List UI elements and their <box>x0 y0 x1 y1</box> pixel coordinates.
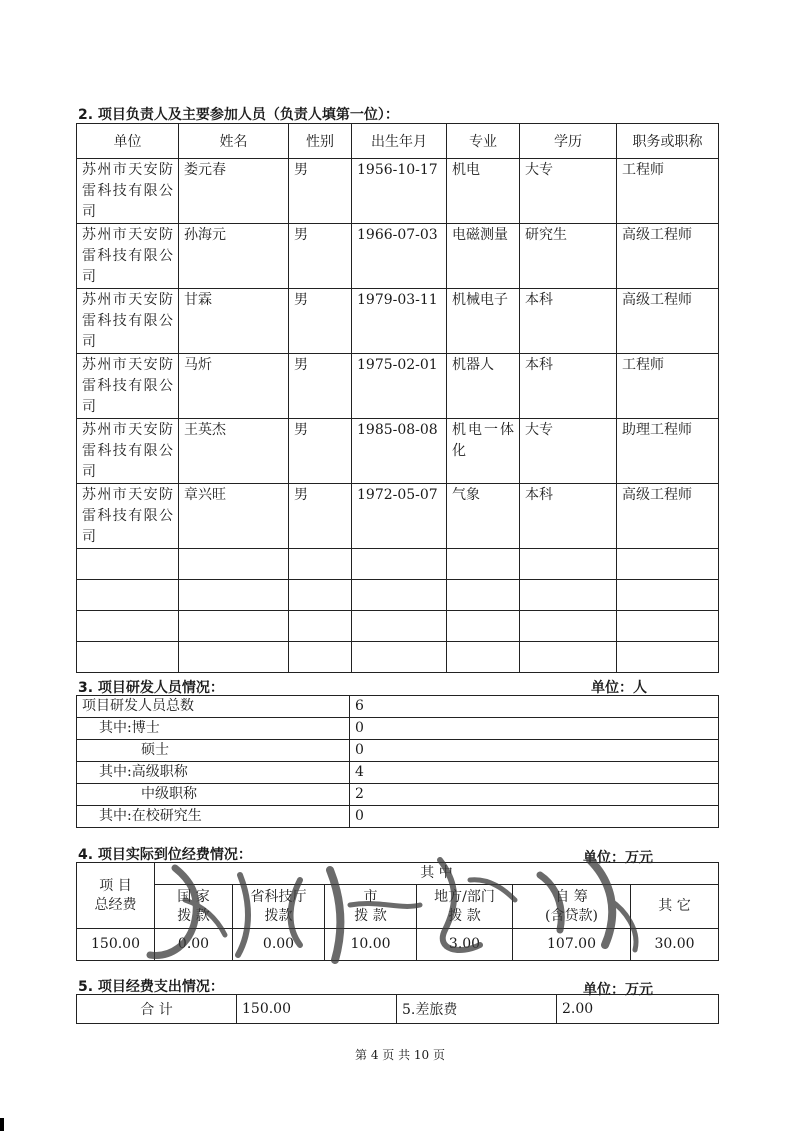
personnel-col-header: 单位 <box>77 124 179 159</box>
funding-value: 150.00 <box>77 929 155 961</box>
personnel-empty-row <box>77 642 719 673</box>
funding-source-header: 国 家 拨 款 <box>155 885 233 929</box>
personnel-cell-unit: 苏州市天安防雷科技有限公司 <box>77 224 179 289</box>
personnel-cell-title: 高级工程师 <box>617 484 719 549</box>
personnel-cell-major: 机电一体化 <box>447 419 520 484</box>
personnel-cell-birth: 1972-05-07 <box>352 484 447 549</box>
funding-source-header: 其 它 <box>631 885 719 929</box>
rd-personnel-label: 中级职称 <box>77 784 350 806</box>
personnel-empty-cell <box>289 549 352 580</box>
personnel-empty-cell <box>352 642 447 673</box>
section4-unit: 单位：万元 <box>583 850 653 866</box>
personnel-cell-gender: 男 <box>289 289 352 354</box>
section5-title: 5. 项目经费支出情况： <box>78 979 224 995</box>
personnel-empty-cell <box>77 642 179 673</box>
personnel-empty-cell <box>617 549 719 580</box>
personnel-empty-cell <box>520 611 617 642</box>
personnel-cell-gender: 男 <box>289 419 352 484</box>
personnel-cell-title: 助理工程师 <box>617 419 719 484</box>
personnel-empty-cell <box>447 611 520 642</box>
funding-value: 30.00 <box>631 929 719 961</box>
rd-personnel-label: 其中:在校研究生 <box>77 806 350 828</box>
personnel-row <box>77 354 719 419</box>
personnel-empty-row <box>77 549 719 580</box>
funding-value: 0.00 <box>233 929 325 961</box>
personnel-table <box>76 123 719 673</box>
personnel-empty-cell <box>352 580 447 611</box>
personnel-cell-unit: 苏州市天安防雷科技有限公司 <box>77 484 179 549</box>
total-funding-header: 项 目 总经费 <box>77 863 155 929</box>
personnel-cell-name: 马炘 <box>179 354 289 419</box>
rd-personnel-row <box>77 696 719 718</box>
personnel-cell-birth: 1979-03-11 <box>352 289 447 354</box>
personnel-cell-name: 章兴旺 <box>179 484 289 549</box>
personnel-empty-cell <box>352 549 447 580</box>
personnel-empty-cell <box>447 642 520 673</box>
section3-title: 3. 项目研发人员情况： <box>78 680 224 696</box>
personnel-col-header: 职务或职称 <box>617 124 719 159</box>
expenditure-table <box>76 994 719 1024</box>
personnel-empty-cell <box>289 642 352 673</box>
rd-personnel-row <box>77 762 719 784</box>
total-label: 合 计 <box>77 995 237 1024</box>
personnel-empty-cell <box>77 549 179 580</box>
funding-value: 3.00 <box>417 929 513 961</box>
personnel-col-header: 姓名 <box>179 124 289 159</box>
rd-personnel-table <box>76 695 719 828</box>
personnel-col-header: 学历 <box>520 124 617 159</box>
personnel-col-header: 出生年月 <box>352 124 447 159</box>
funding-value: 10.00 <box>325 929 417 961</box>
section4-title: 4. 项目实际到位经费情况： <box>78 847 252 863</box>
rd-personnel-label: 其中:博士 <box>77 718 350 740</box>
personnel-empty-cell <box>352 611 447 642</box>
funding-group-header: 其 中 <box>155 863 719 885</box>
rd-personnel-label: 项目研发人员总数 <box>77 696 350 718</box>
personnel-empty-cell <box>520 549 617 580</box>
personnel-cell-name: 甘霖 <box>179 289 289 354</box>
funding-value: 107.00 <box>513 929 631 961</box>
personnel-col-header: 性别 <box>289 124 352 159</box>
personnel-cell-major: 机器人 <box>447 354 520 419</box>
personnel-empty-cell <box>289 580 352 611</box>
personnel-col-header: 专业 <box>447 124 520 159</box>
personnel-empty-cell <box>447 580 520 611</box>
personnel-empty-cell <box>77 611 179 642</box>
personnel-cell-gender: 男 <box>289 354 352 419</box>
personnel-cell-birth: 1956-10-17 <box>352 159 447 224</box>
personnel-cell-major: 电磁测量 <box>447 224 520 289</box>
personnel-empty-cell <box>617 580 719 611</box>
personnel-cell-major: 机械电子 <box>447 289 520 354</box>
personnel-empty-cell <box>179 580 289 611</box>
travel-expense-value: 2.00 <box>557 995 719 1024</box>
personnel-cell-unit: 苏州市天安防雷科技有限公司 <box>77 354 179 419</box>
rd-personnel-label: 其中:高级职称 <box>77 762 350 784</box>
personnel-empty-row <box>77 580 719 611</box>
personnel-row <box>77 224 719 289</box>
rd-personnel-value: 6 <box>350 696 719 718</box>
personnel-cell-edu: 本科 <box>520 484 617 549</box>
personnel-cell-unit: 苏州市天安防雷科技有限公司 <box>77 289 179 354</box>
personnel-cell-name: 娄元春 <box>179 159 289 224</box>
personnel-cell-birth: 1975-02-01 <box>352 354 447 419</box>
personnel-cell-unit: 苏州市天安防雷科技有限公司 <box>77 419 179 484</box>
personnel-cell-edu: 大专 <box>520 159 617 224</box>
personnel-cell-major: 气象 <box>447 484 520 549</box>
page-footer: 第 4 页 共 10 页 <box>355 1048 445 1062</box>
personnel-cell-edu: 本科 <box>520 354 617 419</box>
personnel-cell-name: 王英杰 <box>179 419 289 484</box>
rd-personnel-value: 0 <box>350 806 719 828</box>
personnel-cell-birth: 1985-08-08 <box>352 419 447 484</box>
personnel-empty-cell <box>520 642 617 673</box>
rd-personnel-value: 0 <box>350 718 719 740</box>
personnel-cell-gender: 男 <box>289 484 352 549</box>
personnel-empty-cell <box>617 611 719 642</box>
rd-personnel-value: 0 <box>350 740 719 762</box>
rd-personnel-row <box>77 784 719 806</box>
personnel-row <box>77 419 719 484</box>
personnel-empty-cell <box>617 642 719 673</box>
personnel-row <box>77 289 719 354</box>
personnel-empty-cell <box>520 580 617 611</box>
rd-personnel-value: 2 <box>350 784 719 806</box>
personnel-cell-edu: 研究生 <box>520 224 617 289</box>
personnel-cell-major: 机电 <box>447 159 520 224</box>
funding-value: 0.00 <box>155 929 233 961</box>
rd-personnel-label: 硕士 <box>77 740 350 762</box>
personnel-cell-title: 工程师 <box>617 354 719 419</box>
rd-personnel-row <box>77 806 719 828</box>
section5-unit: 单位：万元 <box>583 982 653 998</box>
personnel-empty-row <box>77 611 719 642</box>
funding-table <box>76 862 719 961</box>
personnel-empty-cell <box>179 549 289 580</box>
personnel-cell-title: 高级工程师 <box>617 224 719 289</box>
personnel-row <box>77 159 719 224</box>
personnel-cell-edu: 大专 <box>520 419 617 484</box>
personnel-cell-title: 工程师 <box>617 159 719 224</box>
funding-source-header: 自 筹 (含贷款) <box>513 885 631 929</box>
rd-personnel-value: 4 <box>350 762 719 784</box>
personnel-cell-birth: 1966-07-03 <box>352 224 447 289</box>
scan-edge-mark <box>0 1118 4 1131</box>
funding-source-header: 地方/部门 拨 款 <box>417 885 513 929</box>
personnel-cell-gender: 男 <box>289 159 352 224</box>
rd-personnel-row <box>77 718 719 740</box>
personnel-empty-cell <box>447 549 520 580</box>
section3-unit: 单位：人 <box>591 680 647 696</box>
funding-source-header: 市 拨 款 <box>325 885 417 929</box>
personnel-cell-gender: 男 <box>289 224 352 289</box>
personnel-cell-name: 孙海元 <box>179 224 289 289</box>
section2-title: 2. 项目负责人及主要参加人员（负责人填第一位）： <box>78 107 399 123</box>
travel-expense-label: 5.差旅费 <box>397 995 557 1024</box>
personnel-row <box>77 484 719 549</box>
total-value: 150.00 <box>237 995 397 1024</box>
personnel-empty-cell <box>289 611 352 642</box>
personnel-empty-cell <box>77 580 179 611</box>
rd-personnel-row <box>77 740 719 762</box>
personnel-cell-unit: 苏州市天安防雷科技有限公司 <box>77 159 179 224</box>
personnel-header-row <box>77 124 719 159</box>
personnel-cell-title: 高级工程师 <box>617 289 719 354</box>
personnel-empty-cell <box>179 611 289 642</box>
personnel-empty-cell <box>179 642 289 673</box>
personnel-cell-edu: 本科 <box>520 289 617 354</box>
funding-source-header: 省科技厅 拨款 <box>233 885 325 929</box>
